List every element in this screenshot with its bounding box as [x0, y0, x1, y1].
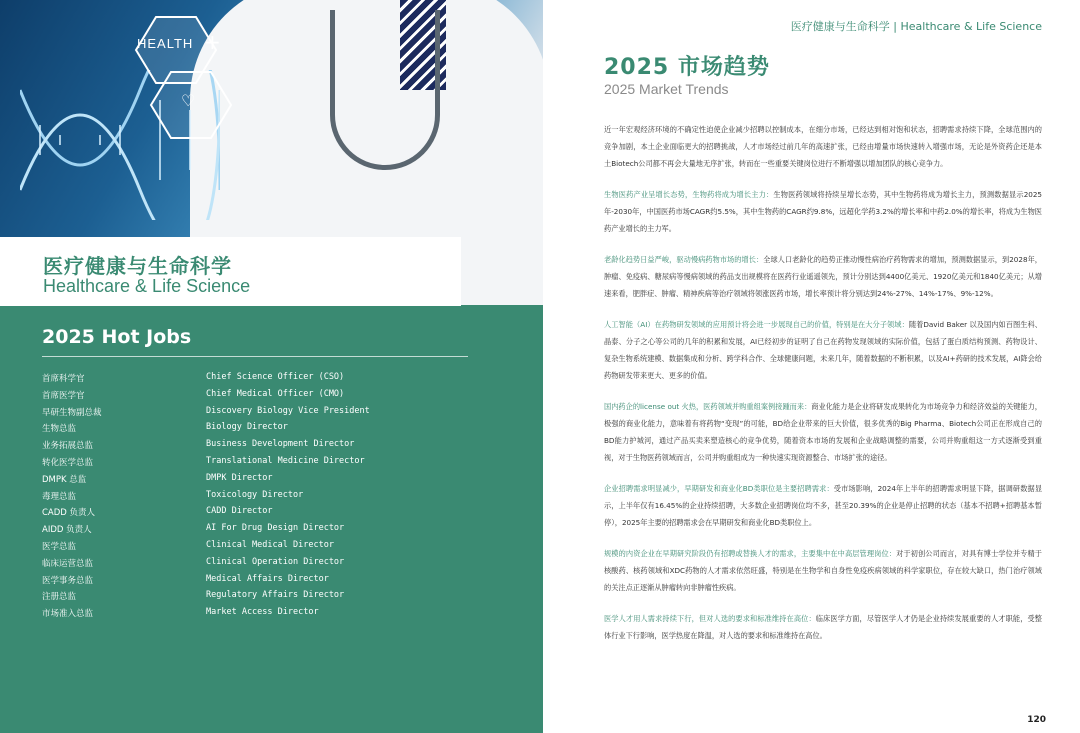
job-title-cn: 转化医学总监 [42, 457, 94, 468]
hot-jobs-list [42, 370, 472, 622]
paragraph-text: 临床医学方面，尽管医学人才仍是企业持续发展重要的人才职能，受整体行业下行影响，医学热度在降温，对人选的要求和标准维持在高位。 [604, 614, 1042, 640]
list-item [42, 454, 472, 471]
paragraph-text: 近一年宏观经济环境的不确定性迫使企业减少招聘以控制成本，在细分市场，已经达到相对饱和状态，招聘需求持续下降，全球范围内的竞争加剧，本土企业面临更大的招聘挑战，人才市场经过前几年的高速扩张，已经由增量市场快速转入增强市场，无论是外资药企还是本土Biotech公司都不再会大量地无序扩张，转而在一些重要关键岗位进行不断增强以增加团队的核心竞争力。 [604, 125, 1042, 168]
job-title-cn: 生物总监 [42, 424, 77, 435]
stethoscope-shape [330, 10, 440, 170]
list-item [42, 504, 472, 521]
job-title-en: AI For Drug Design Director [206, 523, 345, 534]
paragraph [604, 545, 1042, 596]
job-title-cn: 早研生物副总裁 [42, 407, 102, 418]
paragraph-highlight: 生物医药产业呈增长态势，生物药将成为增长主力： [604, 190, 774, 199]
job-title-en: DMPK Director [206, 472, 273, 483]
health-hex-label: HEALTH [137, 36, 194, 51]
list-item [42, 572, 472, 589]
job-title-en: Market Access Director [206, 607, 319, 618]
list-item [42, 488, 472, 505]
paragraph [604, 316, 1042, 384]
paragraph [604, 186, 1042, 237]
job-title-en: Medical Affairs Director [206, 573, 329, 584]
paragraph-highlight: 企业招聘需求明显减少，早期研发和商业化BD类职位是主要招聘需求： [604, 484, 834, 493]
heart-icon: ♡ [181, 91, 196, 110]
list-item [42, 437, 472, 454]
job-title-cn: 毒理总监 [42, 491, 77, 502]
paragraph-text: 受市场影响，2024年上半年的招聘需求明显下降，据调研数据显示，上半年仅有16.45%的企业持续招聘，大多数企业招聘岗位均不多，甚至20.39%的企业是停止招聘的状态（基本不招聘+招聘基本暂停），2025年主要的招聘需求会在早期研发和商业化BD类职位上。 [604, 484, 1043, 527]
list-item [42, 404, 472, 421]
job-title-cn: 医学总监 [42, 541, 77, 552]
job-title-cn: AIDD 负责人 [42, 525, 92, 536]
list-item [42, 521, 472, 538]
job-title-en: Biology Director [206, 422, 288, 433]
list-item [42, 605, 472, 622]
list-item [42, 471, 472, 488]
job-title-cn: 医学事务总监 [42, 575, 94, 586]
job-title-cn: 注册总监 [42, 592, 77, 603]
job-title-en: Business Development Director [206, 439, 355, 450]
job-title-cn: 业务拓展总监 [42, 441, 94, 452]
list-item [42, 420, 472, 437]
job-title-en: Chief Science Officer (CSO) [206, 372, 345, 382]
paragraph [604, 480, 1042, 531]
page-title: 2025 市场趋势 [604, 55, 770, 80]
paragraph [604, 398, 1042, 466]
article-body [604, 121, 1042, 658]
section-title-cn: 医疗健康与生命科学 [43, 254, 232, 278]
section-title-en: Healthcare & Life Science [43, 276, 251, 296]
job-title-en: Regulatory Affairs Director [206, 590, 345, 601]
paragraph [604, 610, 1042, 644]
paragraph-highlight: 规模的内资企业在早期研究阶段仍有招聘或替换人才的需求，主要集中在中高层管理岗位： [604, 549, 897, 558]
paragraph-text: 生物医药领域将持续呈增长态势，其中生物药将成为增长主力，预测数据显示2025年-2030年，中国医药市场CAGR约5.5%，其中生物药的CAGR约9.8%，远超化学药3.2%的增长率和中药2.0%的增长率，将成为生物医药产业增长的主力军。 [604, 190, 1042, 233]
paragraph-text: 对于初创公司而言，对具有博士学位并专精于核酸药、核药领域和XDC药物的人才需求依然旺盛，特别是在生物学和自身性免疫疾病领域的科学家职位，存在较大缺口，热门治疗领域的关注点正逐渐从肿瘤转向非肿瘤性疾病。 [604, 549, 1042, 592]
divider [42, 356, 468, 357]
list-item [42, 387, 472, 404]
paragraph [604, 251, 1042, 302]
running-header: 医疗健康与生命科学 | Healthcare & Life Science [790, 20, 1042, 33]
paragraph-highlight: 国内药企的license out 火热，医药领域并购重组案例接踵而来： [604, 402, 812, 411]
paragraph-highlight: 医学人才用人需求持续下行，但对人选的要求和标准维持在高位： [604, 614, 816, 623]
job-title-en: Translational Medicine Director [206, 455, 365, 466]
job-title-en: Chief Medical Officer (CMO) [206, 388, 345, 399]
list-item [42, 555, 472, 572]
hexagon-icon [126, 12, 246, 162]
paragraph-text: 全球人口老龄化的趋势正推动慢性病治疗药物需求的增加，预测数据显示，到2028年，肿瘤、免疫病、糖尿病等慢病领域的药品支出规模将在医药行业遥遥领先，预计分别达到4400亿美元、1920亿美元和1840亿美元；从增速来看，肥胖症、肿瘤、精神疾病等治疗领域将领涨医药市场，增长率预计将分别达到24%-27%、14%-17%、9%-12%。 [604, 255, 1042, 298]
job-title-en: CADD Director [206, 506, 273, 517]
page-number: 120 [1027, 715, 1046, 725]
list-item [42, 370, 472, 387]
job-title-en: Clinical Operation Director [206, 556, 345, 567]
job-title-cn: 临床运营总监 [42, 558, 94, 569]
job-title-en: Discovery Biology Vice President [206, 405, 370, 416]
paragraph-text: 随着David Baker 以及国内如百图生科、晶泰、分子之心等公司的几年的积累和发展，AI已经初步的证明了自己在药物发现领域的实际价值，包括了蛋白质结构预测、药物设计、复杂生物系统建模、数据集成和分析、跨学科合作、全球健康问题，未来几年，随着数据的不断积累，以及AI+药研的技术发展，AI降会给药物研发带来更大、更多的价值。 [604, 320, 1042, 380]
list-item [42, 538, 472, 555]
job-title-en: Toxicology Director [206, 489, 304, 500]
hot-jobs-title: 2025 Hot Jobs [42, 326, 192, 348]
list-item [42, 588, 472, 605]
paragraph-highlight: 人工智能（AI）在药物研发领域的应用预计将会进一步展现自己的价值，特别是在大分子领域： [604, 320, 909, 329]
paragraph-highlight: 老龄化趋势日益严峻，驱动慢病药物市场的增长： [604, 255, 764, 264]
job-title-cn: 首席医学官 [42, 390, 85, 401]
plus-icon: + [204, 30, 221, 54]
job-title-cn: 首席科学官 [42, 374, 85, 384]
job-title-cn: CADD 负责人 [42, 508, 96, 519]
job-title-cn: 市场准入总监 [42, 609, 94, 620]
page-subtitle: 2025 Market Trends [604, 81, 729, 97]
job-title-en: Clinical Medical Director [206, 539, 334, 550]
job-title-cn: DMPK 总监 [42, 474, 87, 485]
paragraph [604, 121, 1042, 172]
paragraph-text: 商业化能力是企业将研发成果转化为市场竞争力和经济效益的关键能力，极强的商业化能力，意味着有将药物“变现”的可能，BD给企业带来的巨大价值，很多优秀的Big Pharma、Biotech公司正在形成自己的BD能力护城河，通过产品买卖来塑造核心的竞争优势，随着资本市场的发展和企业战略调整的需要，公司并购重组这一方式逐渐受到重视，对于生物医药领域而言，公司并购重组成为一种快速实现资源整合、市场扩张的途径。 [604, 402, 1042, 462]
